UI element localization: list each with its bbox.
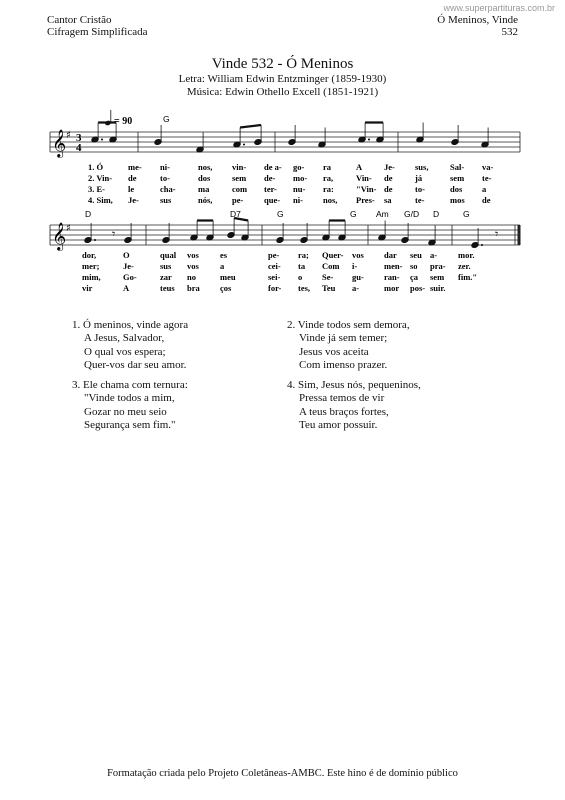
lyric-syllable: mor [384,283,400,293]
lyric-syllable: mer; [82,261,100,271]
lyric-syllable: dar [384,250,397,260]
lyric-syllable: a- [430,250,438,260]
stanza-line: Teu amor possuir. [299,419,378,432]
lyric-syllable: sem [430,272,445,282]
stanza-line: O qual vos espera; [84,345,166,358]
lyric-syllable: to- [160,173,170,183]
lyric-syllable: 2. Vin- [88,173,113,183]
lyric-syllable: cha- [160,184,176,194]
lyric-syllable: zer. [458,261,471,271]
lyric-syllable: sus, [415,162,429,172]
lyric-syllable: Teu [322,283,336,293]
watermark: www.superpartituras.com.br [443,3,555,13]
lyric-syllable: ra; [298,250,309,260]
lyric-syllable: a [220,261,225,271]
lyric-syllable: ra: [323,184,334,194]
lyric-syllable: A [123,283,130,293]
lyric-syllable: de [384,184,393,194]
lyric-syllable: meu [220,272,236,282]
lyric-syllable: zar [160,272,172,282]
lyric-syllable: pra- [430,261,446,271]
lyric-syllable: de [384,173,393,183]
stanza-1 [72,319,292,373]
lyric-syllable: mo- [293,173,308,183]
chord-style: Cifragem Simplificada [47,26,148,38]
lyric-syllable: cei- [268,261,281,271]
lyric-syllable: sus [160,195,172,205]
lyric-syllable: 1. Ó [88,162,104,172]
lyric-syllable: Je- [123,261,134,271]
lyric-syllable: ta [298,261,306,271]
lyric-syllable: "Vin- [356,184,377,194]
chord-symbol: D7 [230,209,241,219]
stanza-3 [72,379,292,433]
stanza-line: "Vinde todos a mim, [84,392,175,405]
lyric-syllable: ça [410,272,419,282]
chord-symbol: G [350,209,357,219]
treble-clef-icon: 𝄞 [52,129,67,157]
stanza-4 [287,379,507,433]
lyric-syllable: ra, [323,173,334,183]
lyric-syllable: dos [450,184,463,194]
lyric-syllable: ni- [160,162,170,172]
note-dot [481,244,483,246]
lyric-syllable: vir [82,283,93,293]
stanza-line: Com imenso prazer. [299,359,388,372]
header-right [437,14,518,38]
chord-symbol: D [433,209,440,219]
lyric-syllable: Quer- [322,250,344,260]
lyric-syllable: sei- [268,272,281,282]
lyric-syllable: gu- [352,272,364,282]
lyric-syllable: dor, [82,250,97,260]
lyrics-credit: Letra: William Edwin Entzminger (1859-1930) [178,73,387,85]
lyric-syllable: 3. E- [88,184,105,194]
lyric-syllable: já [415,173,423,183]
lyric-syllable: for- [268,283,282,293]
stanza-line: Vinde já sem temer; [299,332,388,345]
lyric-syllable: nos, [198,162,213,172]
note-dot [243,144,245,146]
note-beam [240,125,261,128]
lyric-syllable: Com [322,261,340,271]
lyric-syllable: sus [160,261,172,271]
lyric-syllable: le [128,184,135,194]
lyric-syllable: ter- [264,184,277,194]
lyric-syllable: pe- [268,250,280,260]
music-credit: Música: Edwin Othello Excell (1851-1921) [186,86,379,98]
header-left [47,14,148,38]
lyric-syllable: sem [450,173,465,183]
lyric-syllable: tes, [298,283,311,293]
chord-symbol: G [163,114,170,124]
lyric-syllable: com [232,184,248,194]
stanza-line: A teus braços fortes, [299,405,389,418]
lyric-syllable: me- [128,162,142,172]
chord-symbol: D [85,209,92,219]
lyric-syllable: vin- [232,162,247,172]
lyric-syllable: fim." [458,272,478,282]
lyric-syllable: qual [160,250,177,260]
lyric-syllable: Se- [322,272,334,282]
hymn-number: 532 [501,26,518,38]
lyric-syllable: de a- [264,162,282,172]
lyric-syllable: mor. [458,250,475,260]
note-dot [368,139,370,141]
lyric-syllable: Go- [123,272,137,282]
stanza-line: Gozar no meu seio [84,405,167,418]
lyric-syllable: bra [187,283,200,293]
stanza-line: 1. Ó meninos, vinde agora [72,319,189,331]
time-signature-bottom: 4 [76,142,82,154]
lyric-syllable: te- [482,173,492,183]
lyric-syllable: o [298,272,303,282]
stanza-line: Quer-vos dar seu amor. [84,359,187,372]
lyric-syllable: seu [410,250,422,260]
lyric-syllable: teus [160,283,175,293]
lyric-syllable: te- [415,195,425,205]
lyric-syllable: de- [264,173,276,183]
lyric-syllable: sem [232,173,247,183]
lyric-syllable: pos- [410,283,426,293]
treble-clef-icon: 𝄞 [52,222,67,250]
lyric-syllable: de [128,173,137,183]
lyric-syllable: A [356,162,363,172]
music-score [0,108,565,298]
stanza-line: 3. Ele chama com ternura: [72,379,188,391]
lyric-syllable: Je- [128,195,139,205]
lyric-syllable: de [482,195,491,205]
lyric-syllable: nu- [293,184,306,194]
lyric-syllable: no [187,272,196,282]
stanza-line: Jesus vos aceita [299,345,369,358]
eighth-rest-icon: 𝄾 [495,227,499,241]
sharp-icon: ♯ [66,130,71,141]
eighth-rest-icon: 𝄾 [112,227,116,241]
lyric-syllable: 4. Sim, [88,195,113,205]
lyric-syllable: ran- [384,272,400,282]
hymnal-name: Cantor Cristão [47,14,112,26]
chord-symbol: G/D [404,209,420,219]
lyric-syllable: ra [323,162,332,172]
footer-note: Formatação criada pelo Projeto Coletâneas-AMBC. Este hino é de domínio público [107,768,458,779]
stanza-2 [287,319,507,373]
lyric-syllable: to- [415,184,425,194]
stanza-line: Pressa temos de vir [299,392,385,405]
lyric-syllable: i- [352,261,358,271]
lyric-syllable: es [220,250,228,260]
time-signature-top: 3 [76,132,82,144]
lyric-syllable: mos [450,195,465,205]
lyric-syllable: vos [187,261,199,271]
chord-symbol: Am [376,209,389,219]
note-dot [94,239,96,241]
lyric-syllable: men- [384,261,403,271]
lyric-syllable: vos [352,250,364,260]
lyric-syllable: Sal- [450,162,465,172]
lyric-syllable: vos [187,250,199,260]
lyric-syllable: a [482,184,487,194]
title-block [0,56,565,99]
lyric-syllable: so [410,261,418,271]
lyric-syllable: sa [384,195,392,205]
chord-symbol: G [277,209,284,219]
page-title: Vinde 532 - Ó Meninos [211,56,354,72]
lyric-syllable: suir. [430,283,446,293]
chord-symbol: G [463,209,470,219]
hymn-name: Ó Meninos, Vinde [437,14,518,26]
lyric-syllable: nós, [198,195,213,205]
stanza-line: 4. Sim, Jesus nós, pequeninos, [287,379,421,391]
lyric-syllable: nos, [323,195,338,205]
stanza-line: A Jesus, Salvador, [84,332,165,345]
stanza-line: Segurança sem fim." [84,419,176,432]
lyric-syllable: ma [198,184,210,194]
lyric-syllable: ni- [293,195,303,205]
tempo-marking: = 90 [114,116,133,127]
lyric-syllable: mim, [82,272,101,282]
lyric-syllable: ços [220,283,232,293]
lyric-syllable: pe- [232,195,244,205]
lyric-syllable: O [123,250,130,260]
lyric-syllable: a- [352,283,360,293]
lyric-syllable: Je- [384,162,395,172]
lyric-syllable: go- [293,162,305,172]
lyric-syllable: Pres- [356,195,375,205]
sharp-icon: ♯ [66,223,71,234]
note-dot [101,139,103,141]
lyric-syllable: Vin- [356,173,372,183]
lyric-syllable: que- [264,195,281,205]
lyric-syllable: dos [198,173,211,183]
stanza-line: 2. Vinde todos sem demora, [287,319,410,331]
lyric-syllable: va- [482,162,494,172]
